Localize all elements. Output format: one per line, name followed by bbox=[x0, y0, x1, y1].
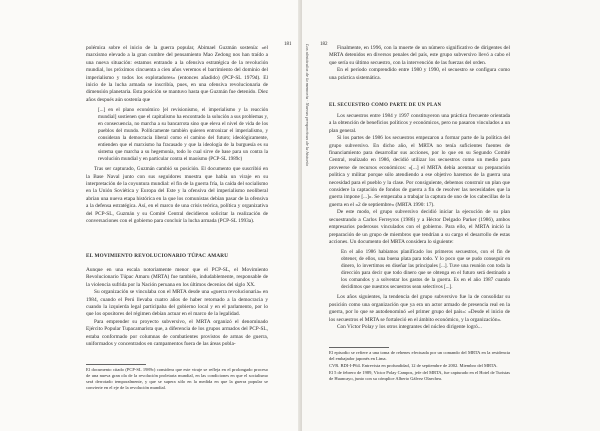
left-body-bottom bbox=[86, 267, 268, 348]
right-quote-text: En el año 1986 habíamos planificado los primeros secuestros, con el fin de obtener, de ellos, una buena plata para todo. Y lo poco que se pudo conseguir en dinero, lo invertimos en diseñar las principales [...]. Tuve una reunión con toda la dirección para decir que todo dinero que se obtenga en el futuro será destinado a los comandos y a solventar los gastos de la guerra. Es en el año 1987 cuando decidimos que nuestros secuestros sean selectivos [...]. bbox=[341, 249, 510, 291]
right-section-heading: EL SECUESTRO COMO PARTE DE UN PLAN bbox=[329, 103, 442, 108]
left-paragraph-3: Aunque en una escala notoriamente menor que el PCP-SL, el Movimiento Revolucionario Túpac Amaru (MRTA) fue también, indudablemente, responsable de la violencia sufrida por la Nación peruana en los últimos decenios del siglo XX. bbox=[86, 267, 268, 288]
left-section-heading: EL MOVIMIENTO REVOLUCIONARIO TÚPAC AMARU bbox=[86, 253, 229, 259]
right-paragraph-7: Con Víctor Polay y los otros integrantes del núcleo dirigente logró... bbox=[337, 323, 482, 330]
right-footnote-3: El 5 de febrero de 1989, Víctor Polay Campos, jefe del MRTA, fue capturado en el Hotel de Turistas de Huancayo, junto con su cómplice Alberto Gálvez Olaechea. bbox=[329, 370, 510, 381]
right-running-head bbox=[302, 44, 312, 244]
left-footnote-rule bbox=[86, 364, 146, 365]
right-footnote-rule bbox=[329, 347, 389, 348]
right-paragraph-4: Si los partes de 1986 los secuestros empezaron a formar parte de la política del grupo subversivo. En dicho año, el MRTA no tenía suficientes fuentes de financiamiento para desarrollar sus acciones, por lo que en su Segundo Comité Central, realizado en 1986, decidió utilizar los secuestros como un medio para proveerse de recursos económicos: «[...] el MRTA debía acentuar su preparación política y militar porque sólo atendiendo a ese objetivo haremos de la guerra una necesidad para el pueblo y la clase. Por consiguiente, debemos construir un plan que considere la captación de fondos de guerra a fin de resolver las necesidades que la guerra impone [...]». Se empezaba a trabajar la captura de uno de los cabecillas de la guerra en el «2 de septiembre» (MRTA 1990: 17). bbox=[329, 135, 510, 208]
right-page-number: 182 bbox=[320, 42, 328, 47]
right-body-top bbox=[329, 45, 510, 82]
right-paragraph-5: De este modo, el grupo subversivo decidió iniciar la ejecución de su plan secuestrando a Carlos Ferreyros (1986) y a Héctor Delgado Parker (1986), ambos empresarios poderosos vinculados con el gobierno. Para ello, el MRTA inició la preparación de un grupo de miembros que tendrían a su cargo el desarrollo de estas acciones. Un documento del MRTA considera lo siguiente: bbox=[329, 209, 510, 245]
left-paragraph-4: Su organización se vinculaba con el MRTA desde una «guerra revolucionaria» en 1984, cuando el Perú llevaba cuatro años de haber retornado a la democracia y cuando la izquierda legal participaba del gobierno local y en el parlamento, por lo que los opositores del régimen debían actuar en el marco de la legalidad. bbox=[86, 289, 268, 318]
right-paragraph-1: Finalmente, en 1996, con la muerte de un número significativo de dirigentes del MRTA detenidos en diversos penales del país, este grupo subversivo llevó a cabo el que sería su último secuestro, con la intervención de las fuerzas del orden. bbox=[329, 45, 510, 66]
left-footnote: El documento citado (PCP-SL 1989c) considera que este viraje se refleja en el prolongado proceso de una nueva gran ola de la revolución proletaria mundial, en las condiciones en que el socialismo será derrotado temporalmente, y que se supera sólo en la medida en que la guerra popular se convierte en el eje de la revolución mundial. bbox=[86, 367, 268, 390]
left-body-top bbox=[86, 45, 268, 226]
right-paragraph-2: En el período comprendido entre 1980 y 1990, el secuestro se configura como una práctica sistemática. bbox=[329, 67, 510, 81]
left-quote-text: [...] en el plano económico [el revisionismo, el imperialismo y la reacción mundial] sostienen que el capitalismo ha encontrado la solución a sus problemas y, en consecuencia, no marcha a su bancarrota sino que eleva el nivel de vida de los pueblos del mundo. Políticamente también quieren entronizar el imperialismo, y consideran la democracia liberal como el camino del futuro; ideológicamente, entienden que el marxismo ha fracasado y que la ideología de la burguesía es su sistema que marcha a su hegemonía, todo lo cual sirve de base para un contra la revolución mundial y en particular contra el maoísmo (PCP-SL 1989c) bbox=[98, 107, 268, 163]
right-footnotes bbox=[329, 350, 510, 383]
left-paragraph-5: Para emprender su proyecto subversivo, el MRTA organizó el denominado Ejército Popular Tupacamarista que, a diferencia de los grupos armados del PCP-SL, estaba conformado por columnas de combatientes provistos de armas de guerra, uniformados y concentrados en campamentos fuera de las áreas pobla- bbox=[86, 318, 268, 348]
left-footnotes bbox=[86, 367, 268, 392]
left-page-number: 181 bbox=[284, 42, 292, 47]
right-block-quote bbox=[341, 249, 510, 291]
right-footnote-2: CVR. BDI-I-P64. Entrevista en profundidad, 12 de septiembre de 2002. Miembro del MRTA. bbox=[329, 363, 498, 368]
right-body-bottom bbox=[329, 113, 510, 331]
right-paragraph-3: Los secuestros entre 1984 y 1997 constituyeron una práctica frecuente orientada a la obtención de beneficios políticos y económicos, pero no pasaron vinculados a un plan general. bbox=[329, 113, 510, 134]
right-footnote-1: El episodio se refiere a una toma de rehenes efectuada por un comando del MRTA en la residencia del embajador japonés en Lima. bbox=[329, 350, 510, 361]
left-paragraph-2: Tras ser capturado, Guzmán cambió su posición. El documento que suscribió en la Base Naval junto con sus seguidores muestra que había un viraje en su interpretación de la coyuntura mundial: el fin de la guerra fría, la caída del socialismo en la Unión Soviética y Europa del Este y la ofensiva del imperialismo neoliberal abrían una nueva etapa histórica en la que los comunistas debían pasar de la ofensiva a la defensa estratégica. Así, en el marco de una crisis teórica, política y organizativa del PCP-SL, Guzmán y su Comité Central decidieron solicitar la realización de conversaciones con el gobierno para concluir la lucha armada (PCP-SL 1993a). bbox=[86, 166, 268, 225]
running-head-text: Los obstáculos de la memoria · Nuevas perspectivas de la historia bbox=[305, 44, 310, 166]
left-block-quote bbox=[98, 107, 268, 163]
left-paragraph-1: polémica sobre el inicio de la guerra popular, Abimael Guzmán sostenía: «el marxismo elevado a la gran cumbre del pensamiento Mao Zedong nos han traído a una nueva situación: estamos entrando a la ofensiva estratégica de la revolución mundial, los próximos cincuenta a cien años veremos el barrimiento del dominio del imperialismo y todos los explotadores» (entonces añadido) (PCP-SL 1979d). El inicio de la lucha armada se inscribía, pues, en una ofensiva revolucionaria de dimensión planetaria. Esta posición se mantuvo hasta que Guzmán fue detenido. Diez años después aún sostenía que bbox=[86, 45, 268, 103]
right-paragraph-6: Los años siguientes, la tendencia del grupo subversivo fue la de consolidar su posición como una organización que ya era un actor armado de presencia real en la guerra, por lo que se autodenominó «el primer grupo del país»: «Desde el inicio de los secuestros el MRTA se fortaleció en el ámbito económico, y la organización». bbox=[329, 294, 510, 323]
